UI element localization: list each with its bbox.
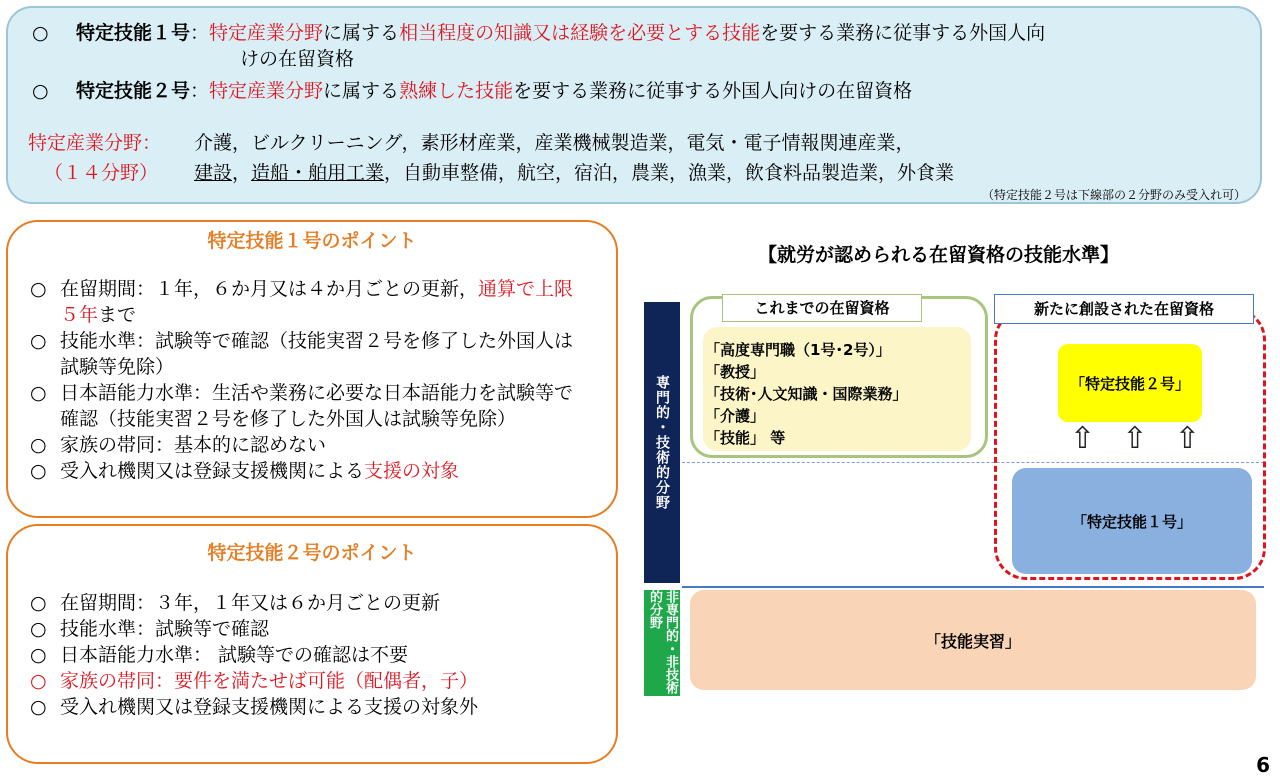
overview-box: [6, 6, 1262, 204]
type2-points-title: 特定技能２号のポイント: [207, 542, 417, 564]
up-arrow-icon: ⇧: [1174, 421, 1200, 456]
type2-point-item: ○ 技能水準：試験等で確認: [30, 618, 270, 640]
type2-definition: ○ 特定技能２号：特定産業分野に属する熟練した技能を要する業務に従事する外国人向けの在留資格: [32, 80, 913, 102]
existing-status-list: [705, 339, 908, 449]
bullet-icon: ○: [30, 460, 47, 482]
type1-point-item: ○ 受入れ機関又は登録支援機関による支援の対象: [30, 460, 460, 482]
type1-points-title: 特定技能１号のポイント: [207, 230, 417, 252]
type1-points-list: [30, 276, 590, 484]
type1-point-item: ○ 技能水準：試験等で確認（技能実習２号を修了した外国人は試験等免除）: [30, 330, 574, 378]
type2-point-item: ○ 受入れ機関又は登録支援機関による支援の対象外: [30, 696, 479, 718]
sectors-count: （１４分野）: [44, 162, 159, 184]
type2-points-box: [6, 524, 618, 764]
specified-skill-2-box: 「特定技能２号」: [1058, 344, 1202, 422]
bullet-icon: ○: [30, 592, 47, 614]
page-number: 6: [1256, 753, 1270, 777]
type2-point-item: ○ 在留期間：３年，１年又は６か月ごとの更新: [30, 592, 441, 614]
bullet-icon: ○: [30, 670, 47, 692]
existing-status-item: 「介護」: [705, 407, 766, 425]
existing-status-item: 「技術･人文知識・国際業務」: [705, 385, 908, 403]
technical-intern-box: 「技能実習」: [690, 590, 1256, 690]
bullet-icon: ○: [32, 22, 49, 44]
bullet-icon: ○: [32, 80, 49, 102]
bullet-icon: ○: [30, 278, 47, 300]
up-arrow-icon: ⇧: [1070, 421, 1096, 456]
new-status-header: 新たに創設された在留資格: [994, 294, 1254, 324]
sectors-line-1: 介護，ビルクリーニング，素形材産業，産業機械製造業，電気・電子情報関連産業，: [194, 132, 915, 154]
existing-status-item: 「教授」: [705, 363, 766, 381]
bullet-icon: ○: [30, 618, 47, 640]
type1-point-item: ○ 日本語能力水準：生活や業務に必要な日本語能力を試験等で確認（技能実習２号を修了した外国人は試験等免除）: [30, 382, 574, 430]
bullet-icon: ○: [30, 434, 47, 456]
sectors-line-2: 建設，造船・舶用工業，自動車整備，航空，宿泊，農業，漁業，飲食料品製造業，外食業: [194, 162, 955, 184]
bullet-icon: ○: [30, 382, 47, 404]
type2-point-item: ○ 家族の帯同：要件を満たせば可能（配偶者，子）: [30, 670, 479, 692]
type1-points-box: [6, 220, 618, 518]
specified-skill-1-box: 「特定技能１号」: [1012, 468, 1252, 574]
type2-points-list: [30, 590, 590, 720]
upgrade-arrows: [1070, 422, 1200, 456]
professional-field-bar: 専門的・技術的分野: [644, 302, 680, 583]
bullet-icon: ○: [30, 644, 47, 666]
up-arrow-icon: ⇧: [1122, 421, 1148, 456]
field-divider: [682, 586, 1264, 588]
bullet-icon: ○: [30, 696, 47, 718]
bullet-icon: ○: [30, 330, 47, 352]
existing-status-item: 「技能」 等: [705, 429, 786, 447]
existing-status-item: 「高度専門職（1号･2号）」: [705, 341, 891, 359]
type1-definition-cont: けの在留資格: [240, 48, 355, 70]
type1-definition: ○ 特定技能１号：特定産業分野に属する相当程度の知識又は経験を必要とする技能を要する業務に従事する外国人向: [32, 22, 1046, 44]
sectors-note: （特定技能２号は下線部の２分野のみ受入れ可）: [981, 188, 1246, 202]
sectors-label: 特定産業分野：: [28, 132, 162, 154]
type2-point-item: ○ 日本語能力水準： 試験等での確認は不要: [30, 644, 409, 666]
non-professional-field-bar: 非専門的・非技術的分野: [644, 590, 680, 696]
diagram-title: 【就労が認められる在留資格の技能水準】: [758, 244, 1120, 266]
type1-point-item: ○ 在留期間：１年，６か月又は４か月ごとの更新，通算で上限５年まで: [30, 278, 574, 326]
existing-status-header: これまでの在留資格: [722, 294, 922, 322]
type1-point-item: ○ 家族の帯同：基本的に認めない: [30, 434, 327, 456]
